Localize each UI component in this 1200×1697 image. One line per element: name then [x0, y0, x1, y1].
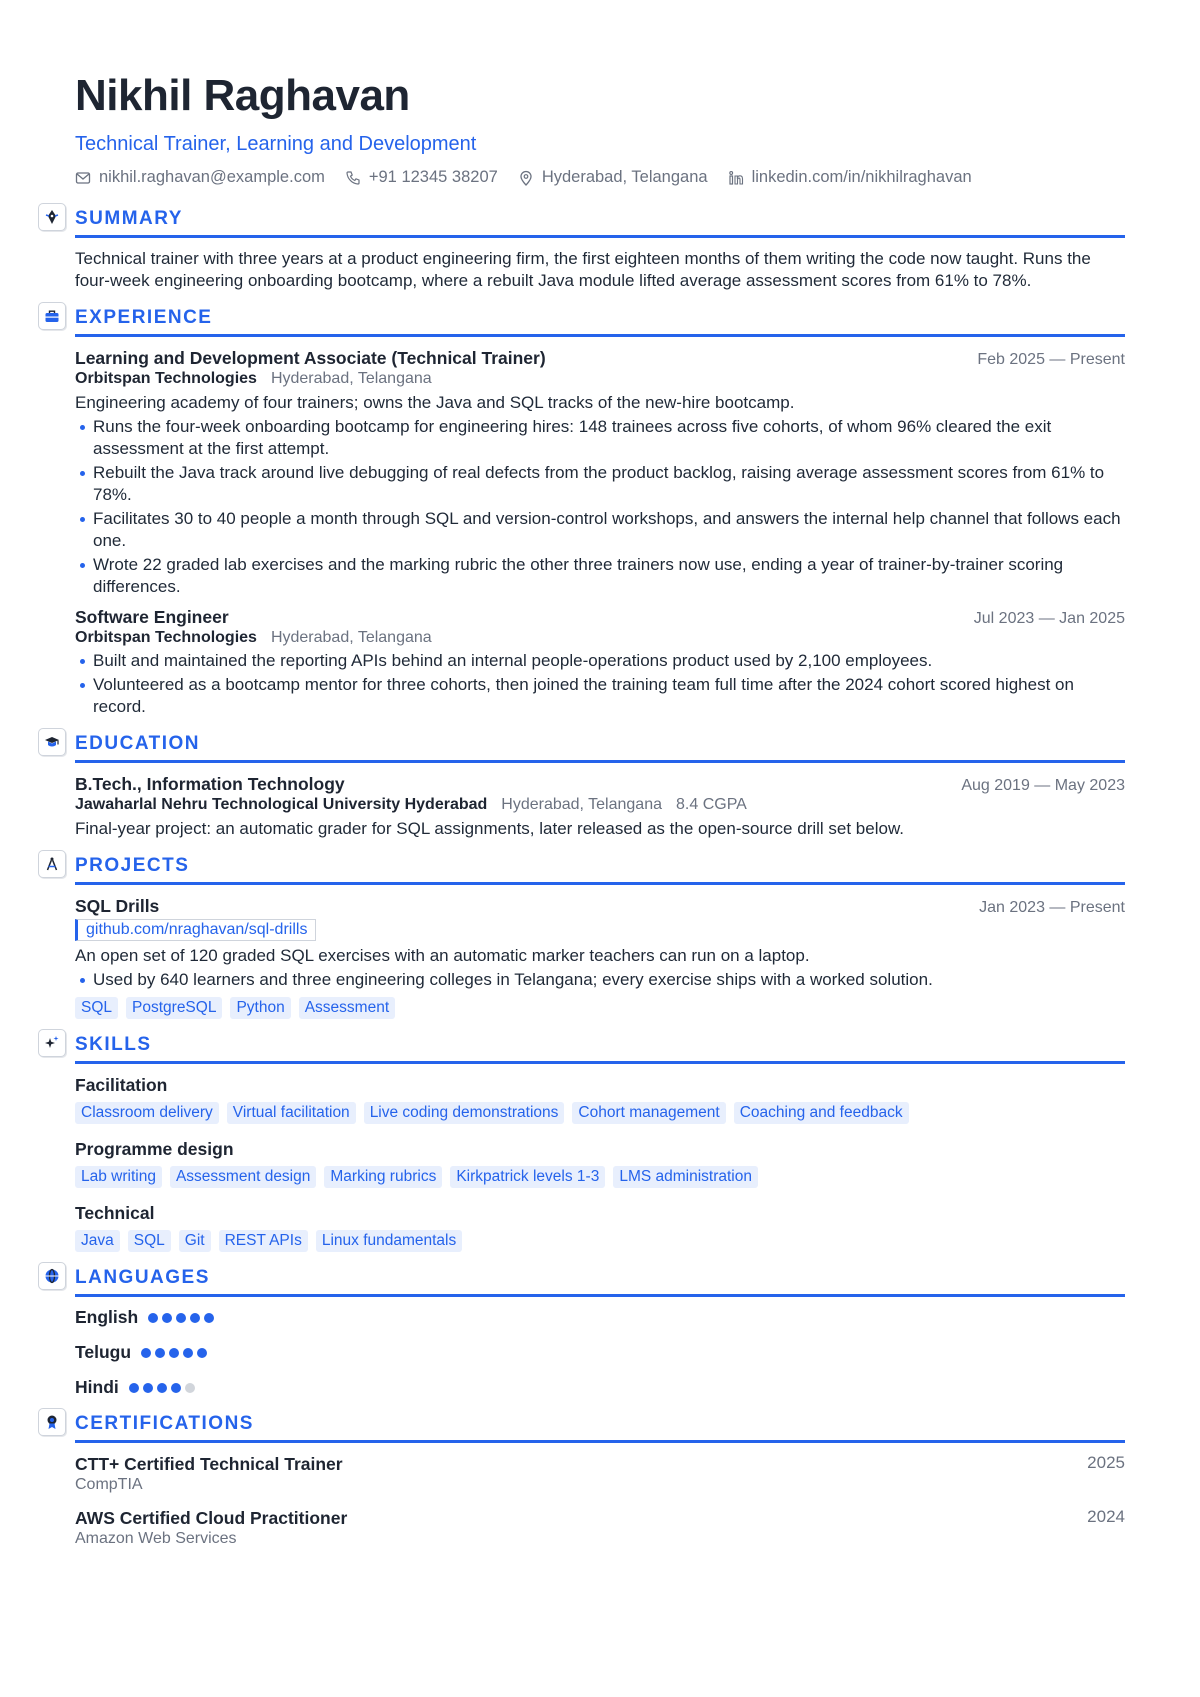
job-description: Engineering academy of four trainers; owns the Java and SQL tracks of the new-hire bootcamp.	[75, 393, 795, 412]
section-header	[75, 1033, 1125, 1064]
skill-tag: SQL	[128, 1230, 171, 1252]
school-location: Hyderabad, Telangana	[501, 796, 662, 813]
proficiency-dot-filled	[190, 1313, 200, 1323]
pen-nib-icon	[38, 203, 66, 231]
mail-icon	[75, 170, 91, 186]
proficiency-dot-filled	[183, 1348, 193, 1358]
proficiency-dot-filled	[176, 1313, 186, 1323]
location-pin-icon	[518, 170, 534, 186]
skill-group	[75, 1074, 1125, 1124]
job-location: Hyderabad, Telangana	[270, 629, 432, 646]
proficiency-dot-filled	[155, 1348, 165, 1358]
certification-name: AWS Certified Cloud Practitioner	[75, 1508, 348, 1528]
job-bullets	[75, 416, 1125, 598]
candidate-name: Nikhil Raghavan	[75, 71, 410, 120]
section-header	[75, 732, 1125, 763]
project-entry	[75, 895, 1125, 1019]
email-text: nikhil.raghavan@example.com	[99, 168, 325, 186]
skill-tag: Linux fundamentals	[316, 1230, 462, 1252]
skill-group-title: Programme design	[75, 1139, 234, 1159]
proficiency-dots	[129, 1383, 195, 1393]
header	[75, 70, 1125, 187]
award-icon	[38, 1408, 66, 1436]
proficiency-dot-empty	[185, 1383, 195, 1393]
certifications-section	[75, 1412, 1125, 1549]
summary-text: Technical trainer with three years at a product engineering firm, the first eighteen months of them writing the code now taught. Runs the four-week engineering onboarding bootcamp, where a rebuilt Java module lifted average assessment scores from 61% to 78%.	[75, 249, 1091, 290]
section-title: SUMMARY	[75, 208, 183, 229]
job-title: Learning and Development Associate (Technical Trainer)	[75, 348, 546, 368]
certification-issuer: CompTIA	[75, 1476, 143, 1493]
proficiency-dot-filled	[204, 1313, 214, 1323]
grade: 8.4 CGPA	[676, 796, 747, 813]
language-name: Telugu	[75, 1342, 132, 1362]
location-text: Hyderabad, Telangana	[541, 168, 708, 186]
bullet-item: Volunteered as a bootcamp mentor for three cohorts, then joined the training team full time after the 2024 cohort scored highest on record.	[75, 674, 1125, 718]
proficiency-dot-filled	[129, 1383, 139, 1393]
experience-section	[75, 306, 1125, 718]
language-row	[75, 1307, 1125, 1328]
certification-issuer: Amazon Web Services	[75, 1530, 237, 1547]
compass-icon	[38, 850, 66, 878]
skill-tag: Git	[179, 1230, 211, 1252]
section-title: LANGUAGES	[75, 1267, 210, 1288]
certification-year: 2024	[1087, 1507, 1125, 1526]
section-title: EDUCATION	[75, 733, 201, 754]
section-header	[75, 1412, 1125, 1443]
linkedin-icon	[728, 170, 744, 186]
phone-icon	[345, 170, 361, 186]
proficiency-dot-filled	[197, 1348, 207, 1358]
skill-tag: Virtual facilitation	[227, 1102, 356, 1124]
project-link[interactable]: github.com/nraghavan/sql-drills	[75, 919, 316, 941]
job-location: Hyderabad, Telangana	[270, 370, 432, 387]
bullet-item: Used by 640 learners and three engineering colleges in Telangana; every exercise ships with a worked solution.	[75, 969, 1125, 991]
proficiency-dot-filled	[169, 1348, 179, 1358]
skill-tag: Cohort management	[572, 1102, 725, 1124]
bullet-item: Facilitates 30 to 40 people a month through SQL and version-control workshops, and answers the internal help channel that follows each one.	[75, 508, 1125, 552]
skill-tag: Coaching and feedback	[734, 1102, 909, 1124]
phone-text: +91 12345 38207	[368, 168, 498, 186]
certification-entry	[75, 1507, 1125, 1549]
skill-group-title: Facilitation	[75, 1075, 168, 1095]
proficiency-dot-filled	[143, 1383, 153, 1393]
education-note: Final-year project: an automatic grader for SQL assignments, later released as the open-source drill set below.	[75, 819, 905, 838]
tag: Assessment	[299, 997, 395, 1019]
section-header	[75, 207, 1125, 238]
bullet-item: Runs the four-week onboarding bootcamp for engineering hires: 148 trainees across five cohorts, of whom 96% cleared the exit assessment at the first attempt.	[75, 416, 1125, 460]
skill-tag: LMS administration	[613, 1166, 758, 1188]
skill-tag: Classroom delivery	[75, 1102, 219, 1124]
degree: B.Tech., Information Technology	[75, 774, 345, 794]
certification-year: 2025	[1087, 1453, 1125, 1472]
proficiency-dot-filled	[162, 1313, 172, 1323]
contact-linkedin[interactable]	[728, 168, 972, 187]
job-bullets	[75, 650, 1125, 718]
proficiency-dot-filled	[157, 1383, 167, 1393]
candidate-title: Technical Trainer, Learning and Development	[75, 133, 477, 155]
job-title: Software Engineer	[75, 607, 229, 627]
bullet-item: Wrote 22 graded lab exercises and the marking rubric the other three trainers now use, ending a year of trainer-by-trainer scoring differences.	[75, 554, 1125, 598]
contact-location	[518, 168, 708, 187]
company-name: Orbitspan Technologies	[75, 370, 257, 387]
skill-tag: Lab writing	[75, 1166, 162, 1188]
briefcase-icon	[38, 302, 66, 330]
project-dates: Jan 2023 — Present	[979, 899, 1125, 916]
project-name: SQL Drills	[75, 896, 160, 916]
proficiency-dot-filled	[148, 1313, 158, 1323]
section-title: PROJECTS	[75, 855, 190, 876]
contact-email[interactable]	[75, 168, 325, 187]
bullet-item: Built and maintained the reporting APIs behind an internal people-operations product used by 2,100 employees.	[75, 650, 1125, 672]
section-header	[75, 854, 1125, 885]
sparkles-icon	[38, 1029, 66, 1057]
language-name: Hindi	[75, 1377, 119, 1397]
tag: Python	[230, 997, 290, 1019]
education-entry	[75, 773, 1125, 840]
globe-icon	[38, 1262, 66, 1290]
job-dates: Jul 2023 — Jan 2025	[973, 610, 1125, 627]
graduation-cap-icon	[38, 728, 66, 756]
certification-entry	[75, 1453, 1125, 1495]
skill-tag: REST APIs	[219, 1230, 308, 1252]
proficiency-dots	[141, 1348, 207, 1358]
skill-group-title: Technical	[75, 1203, 155, 1223]
bullet-item: Rebuilt the Java track around live debugging of real defects from the product backlog, raising average assessment scores from 61% to 78%.	[75, 462, 1125, 506]
tag: SQL	[75, 997, 118, 1019]
languages-section	[75, 1266, 1125, 1398]
project-description: An open set of 120 graded SQL exercises with an automatic marker teachers can run on a laptop.	[75, 946, 810, 965]
section-header	[75, 306, 1125, 337]
language-name: English	[75, 1307, 139, 1327]
section-title: SKILLS	[75, 1034, 152, 1055]
contact-phone[interactable]	[345, 168, 498, 187]
section-header	[75, 1266, 1125, 1297]
skill-group	[75, 1138, 1125, 1188]
education-section	[75, 732, 1125, 840]
projects-section	[75, 854, 1125, 1019]
job-dates: Feb 2025 — Present	[977, 351, 1125, 368]
skill-tag: Live coding demonstrations	[364, 1102, 565, 1124]
contact-bar	[75, 168, 1125, 187]
proficiency-dot-filled	[141, 1348, 151, 1358]
proficiency-dots	[148, 1313, 214, 1323]
school-name: Jawaharlal Nehru Technological University Hyderabad	[75, 796, 488, 813]
experience-entry	[75, 347, 1125, 598]
company-name: Orbitspan Technologies	[75, 629, 257, 646]
tag: PostgreSQL	[126, 997, 222, 1019]
skill-tag: Marking rubrics	[324, 1166, 442, 1188]
proficiency-dot-filled	[171, 1383, 181, 1393]
project-bullets	[75, 969, 1125, 991]
language-row	[75, 1377, 1125, 1398]
language-row	[75, 1342, 1125, 1363]
skill-group	[75, 1202, 1125, 1252]
linkedin-text: linkedin.com/in/nikhilraghavan	[751, 168, 972, 186]
skill-tag: Assessment design	[170, 1166, 316, 1188]
summary-section	[75, 207, 1125, 292]
section-title: CERTIFICATIONS	[75, 1413, 254, 1434]
section-title: EXPERIENCE	[75, 307, 213, 328]
project-tags	[75, 997, 1125, 1019]
skill-tag: Java	[75, 1230, 120, 1252]
skill-tag: Kirkpatrick levels 1-3	[450, 1166, 605, 1188]
skills-section	[75, 1033, 1125, 1252]
certification-name: CTT+ Certified Technical Trainer	[75, 1454, 343, 1474]
experience-entry	[75, 606, 1125, 718]
education-dates: Aug 2019 — May 2023	[961, 777, 1125, 794]
